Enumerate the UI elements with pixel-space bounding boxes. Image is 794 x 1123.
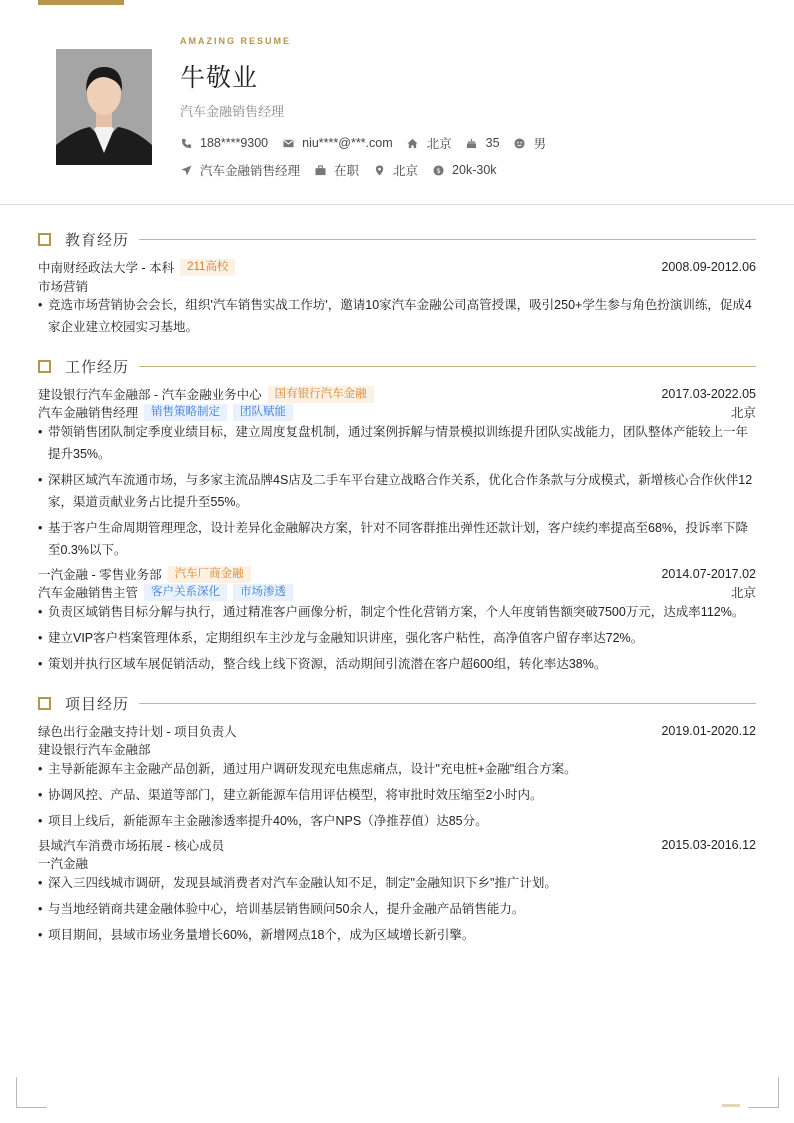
intent-city-info bbox=[373, 161, 418, 179]
intent-city-text: 北京 bbox=[393, 164, 419, 178]
skill-tag: 客户关系深化 bbox=[144, 584, 227, 601]
project-dates: 2015.03-2016.12 bbox=[661, 838, 756, 852]
education-dates: 2008.09-2012.06 bbox=[661, 260, 756, 274]
section-marker-icon bbox=[38, 233, 51, 246]
age-text: 35 bbox=[485, 136, 500, 150]
header-divider bbox=[0, 204, 794, 205]
phone-icon bbox=[180, 137, 192, 149]
cake-icon bbox=[466, 137, 478, 149]
salary-info bbox=[432, 163, 496, 177]
project-org: 建设银行汽车金融部 bbox=[38, 743, 151, 757]
job-header bbox=[38, 385, 756, 403]
intent-row bbox=[180, 161, 511, 179]
contact-row bbox=[180, 134, 560, 152]
corner-accent-bar bbox=[722, 1104, 740, 1107]
section-marker-icon bbox=[38, 360, 51, 373]
salary-text: 20k-30k bbox=[452, 163, 497, 177]
face-icon bbox=[514, 137, 526, 149]
gender-info bbox=[514, 134, 547, 152]
projects-section-header bbox=[38, 693, 756, 713]
resume-tagline: AMAZING RESUME bbox=[180, 36, 291, 46]
section-divider bbox=[139, 703, 756, 704]
corner-decoration bbox=[16, 1077, 47, 1108]
section-title: 教育经历 bbox=[65, 231, 130, 249]
section-title: 工作经历 bbox=[65, 358, 130, 376]
briefcase-icon bbox=[314, 164, 326, 176]
education-entry-header bbox=[38, 258, 756, 276]
major-name: 市场营销 bbox=[38, 280, 89, 294]
project-bullet: • 深入三四线城市调研，发现县域消费者对汽车金融认知不足，制定"金融知识下乡"推广计划。 bbox=[38, 872, 756, 894]
skill-tag: 销售策略制定 bbox=[144, 404, 227, 421]
project-bullet: • 与当地经销商共建金融体验中心，培训基层销售顾问50余人，提升金融产品销售能力。 bbox=[38, 898, 756, 920]
job-company: 一汽金融 - 零售业务部 bbox=[38, 568, 162, 582]
project-header bbox=[38, 722, 756, 740]
location-text: 北京 bbox=[426, 137, 452, 151]
job-bullet: • 深耕区域汽车流通市场，与多家主流品牌4S店及二手车平台建立战略合作关系，优化合作条款与分成模式，新增核心合作伙伴12家，渠道贡献业务占比提升至55%。 bbox=[38, 469, 756, 513]
project-bullet: • 协调风控、产品、渠道等部门，建立新能源车信用评估模型，将审批时效压缩至2小时内。 bbox=[38, 784, 756, 806]
job-city: 北京 bbox=[730, 406, 756, 420]
location-info bbox=[407, 134, 452, 152]
job-bullet: • 建立VIP客户档案管理体系，定期组织车主沙龙与金融知识讲座，强化客户粘性，高净值客户留存率达72%。 bbox=[38, 627, 756, 649]
status-info bbox=[314, 161, 359, 179]
project-bullet: • 项目上线后，新能源车主金融渗透率提升40%，客户NPS（净推荐值）达85分。 bbox=[38, 810, 756, 832]
work-section-header bbox=[38, 356, 756, 376]
project-bullet: • 主导新能源车主金融产品创新，通过用户调研发现充电焦虑痛点，设计"充电桩+金融"组合方案。 bbox=[38, 758, 756, 780]
section-marker-icon bbox=[38, 697, 51, 710]
svg-text:$: $ bbox=[435, 166, 441, 175]
job-bullet: • 策划并执行区域车展促销活动，整合线上线下资源，活动期间引流潜在客户超600组，转化率达38%。 bbox=[38, 653, 756, 675]
project-dates: 2019.01-2020.12 bbox=[661, 724, 756, 738]
email-text: niu****@***.com bbox=[302, 136, 393, 150]
candidate-name: 牛敬业 bbox=[180, 64, 259, 92]
project-org-row bbox=[38, 854, 756, 872]
project-org: 一汽金融 bbox=[38, 857, 89, 871]
project-name: 县域汽车消费市场拓展 - 核心成员 bbox=[38, 839, 225, 853]
job-header bbox=[38, 565, 756, 583]
gender-text: 男 bbox=[533, 137, 547, 151]
job-dates: 2017.03-2022.05 bbox=[661, 387, 756, 401]
job-role: 汽车金融销售经理 bbox=[38, 406, 139, 420]
job-bullet: • 负责区域销售目标分解与执行，通过精准客户画像分析，制定个性化营销方案，个人年度销售额突破7500万元，达成率112%。 bbox=[38, 601, 756, 623]
school-name: 中南财经政法大学 - 本科 bbox=[38, 261, 175, 275]
project-name: 绿色出行金融支持计划 - 项目负责人 bbox=[38, 725, 237, 739]
job-company: 建设银行汽车金融部 - 汽车金融业务中心 bbox=[38, 388, 262, 402]
skill-tag: 市场渗透 bbox=[233, 584, 293, 601]
job-tag: 汽车厂商金融 bbox=[168, 566, 251, 583]
avatar bbox=[56, 49, 152, 165]
intent-job-info bbox=[180, 161, 300, 179]
job-bullet: • 带领销售团队制定季度业绩目标，建立周度复盘机制，通过案例拆解与情景模拟训练提升团队实战能力，团队整体产能较上一年提升35%。 bbox=[38, 421, 756, 465]
email-info bbox=[282, 136, 393, 150]
project-header bbox=[38, 836, 756, 854]
school-tag: 211高校 bbox=[180, 259, 235, 276]
skill-tag: 团队赋能 bbox=[233, 404, 293, 421]
phone-info bbox=[180, 136, 268, 150]
project-org-row bbox=[38, 740, 756, 758]
job-role-row bbox=[38, 403, 756, 421]
age-info bbox=[466, 136, 500, 150]
education-major-row bbox=[38, 277, 756, 295]
job-tag: 国有银行汽车金融 bbox=[268, 386, 374, 403]
corner-decoration bbox=[748, 1077, 779, 1108]
job-role-row bbox=[38, 583, 756, 601]
map-pin-icon bbox=[373, 164, 385, 176]
section-divider bbox=[139, 366, 756, 367]
home-icon bbox=[407, 137, 419, 149]
top-accent-bar bbox=[38, 0, 124, 5]
candidate-title: 汽车金融销售经理 bbox=[180, 104, 285, 119]
phone-text: 188****9300 bbox=[200, 136, 269, 150]
section-divider bbox=[139, 239, 756, 240]
job-dates: 2014.07-2017.02 bbox=[661, 567, 756, 581]
send-icon bbox=[180, 164, 192, 176]
job-role: 汽车金融销售主管 bbox=[38, 586, 139, 600]
project-bullet: • 项目期间，县域市场业务量增长60%，新增网点18个，成为区域增长新引擎。 bbox=[38, 924, 756, 946]
intent-job-text: 汽车金融销售经理 bbox=[200, 164, 301, 178]
job-bullet: • 基于客户生命周期管理理念，设计差异化金融解决方案，针对不同客群推出弹性还款计划，客户续约率提高至68%，投诉率下降至0.3%以下。 bbox=[38, 517, 756, 561]
education-section-header bbox=[38, 229, 756, 249]
education-bullet: • 竞选市场营销协会会长，组织'汽车销售实战工作坊'，邀请10家汽车金融公司高管授课，吸引250+学生参与角色扮演训练，促成4家企业建立校园实习基地。 bbox=[38, 294, 756, 338]
money-icon bbox=[432, 164, 444, 176]
status-text: 在职 bbox=[334, 164, 360, 178]
mail-icon bbox=[282, 137, 294, 149]
section-title: 项目经历 bbox=[65, 695, 130, 713]
job-city: 北京 bbox=[730, 586, 756, 600]
